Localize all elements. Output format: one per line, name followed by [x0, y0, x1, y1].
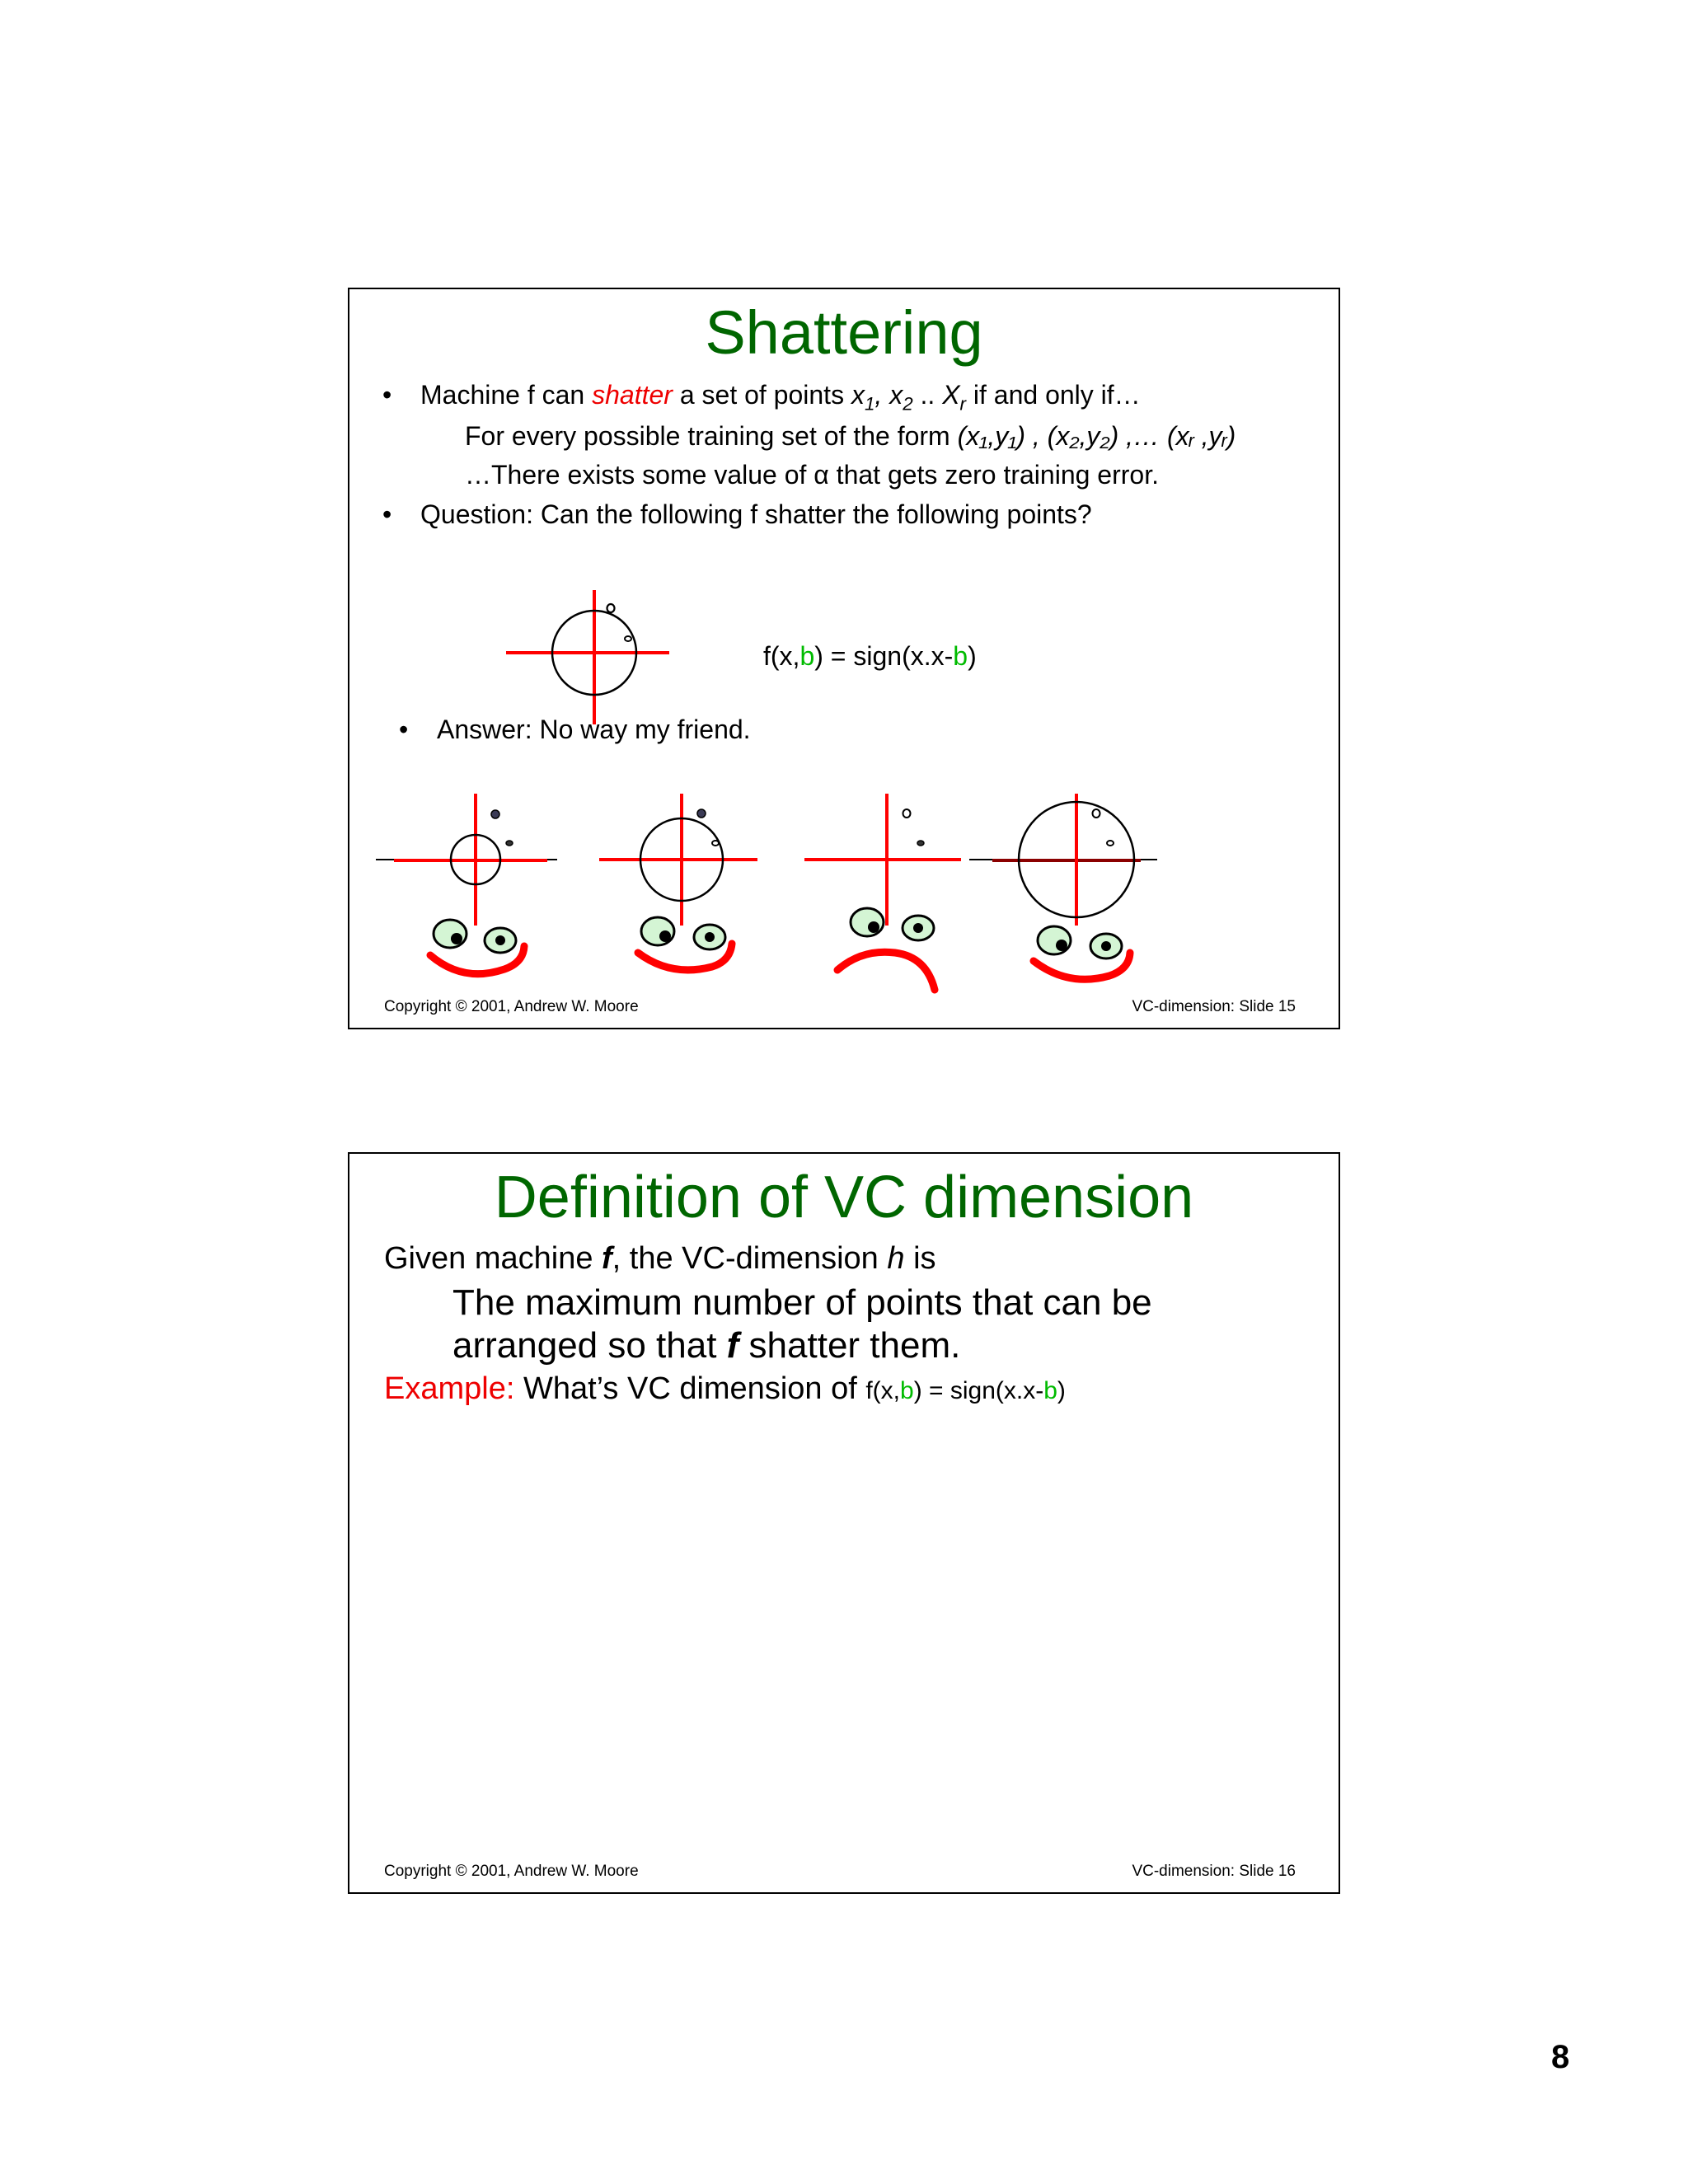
- vc-example: Example: What’s VC dimension of f(x,b) = sign(x.x-b): [384, 1371, 1066, 1406]
- face-happy-1: [430, 920, 524, 974]
- slide-15: [348, 288, 1340, 1029]
- face-happy-4: [1034, 926, 1130, 979]
- vc-definition-line-2: arranged so that f shatter them.: [452, 1325, 961, 1366]
- example-formula: f(x,b) = sign(x.x-b): [865, 1377, 1066, 1404]
- footer-copyright: Copyright © 2001, Andrew W. Moore: [384, 998, 639, 1015]
- vc-definition-intro: Given machine f, the VC-dimension h is: [384, 1241, 936, 1276]
- bullet-shatter-definition: Machine f can shatter a set of points $x_1$, $x_2$ .. $X_r$ if and only if…: [420, 380, 1141, 415]
- slide-title: Shattering: [705, 298, 983, 367]
- shatter-term: shatter: [592, 380, 673, 410]
- slide-title: Definition of VC dimension: [494, 1165, 1194, 1230]
- bullet-answer: Answer: No way my friend.: [437, 715, 751, 744]
- bullet-dot: •: [382, 499, 392, 529]
- bullet-dot: •: [399, 715, 409, 744]
- case-1: [376, 794, 557, 926]
- footer-slide-number: VC-dimension: Slide 15: [1132, 998, 1296, 1015]
- face-happy-2: [638, 917, 732, 970]
- example-label: Example:: [384, 1371, 515, 1406]
- cases-diagram: [349, 289, 1339, 1031]
- footer-copyright: Copyright © 2001, Andrew W. Moore: [384, 1863, 639, 1880]
- formula: f(x,b) = sign(x.x-b): [763, 641, 977, 671]
- bullet-question: Question: Can the following f shatter the following points?: [420, 499, 1092, 529]
- slide-16: [348, 1152, 1340, 1894]
- subline-zero-error: …There exists some value of α that gets zero training error.: [465, 460, 1159, 490]
- bullet-dot: •: [382, 380, 392, 410]
- vc-definition-line-1: The maximum number of points that can be: [452, 1282, 1152, 1323]
- page-number: 8: [1551, 2039, 1570, 2075]
- footer-slide-number: VC-dimension: Slide 16: [1132, 1863, 1296, 1880]
- case-2: [599, 794, 757, 926]
- case-3: [804, 794, 961, 926]
- subline-training-set: For every possible training set of the form (x₁,y₁) , (x₂,y₂) ,… (xᵣ ,yᵣ): [465, 421, 1236, 451]
- case-4: [969, 794, 1157, 926]
